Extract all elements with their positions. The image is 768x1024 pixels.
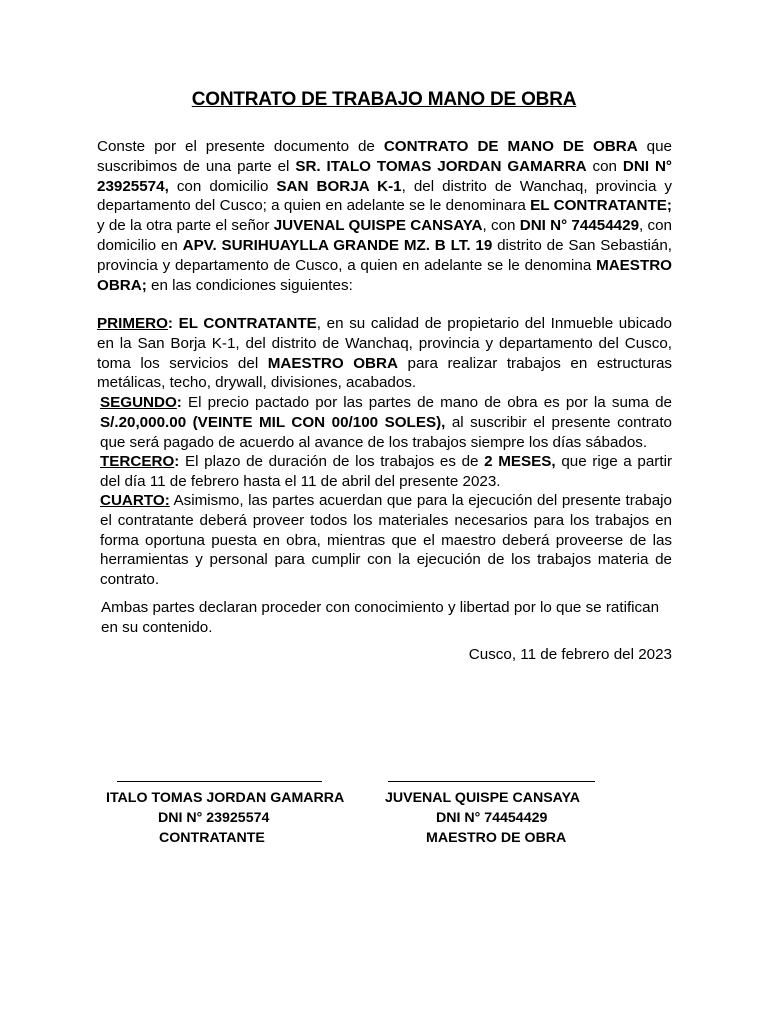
clause-primero-bold-1: EL CONTRATANTE bbox=[172, 315, 317, 332]
clause-segundo-label: SEGUNDO bbox=[100, 394, 177, 411]
signature-name-contratante: ITALO TOMAS JORDAN GAMARRA bbox=[106, 790, 345, 806]
clause-tercero-duration: 2 MESES, bbox=[484, 453, 556, 470]
intro-bold-contract-type: CONTRATO DE MANO DE OBRA bbox=[383, 138, 638, 155]
intro-text-5: , del distrito de Wanchaq, provincia y departamento del Cusco; a quien en adelante se le denominara bbox=[97, 177, 672, 215]
intro-text-3: con bbox=[586, 157, 623, 175]
signature-dni-maestro: DNI N° 74454429 bbox=[436, 810, 548, 826]
document-date: Cusco, 11 de febrero del 2023 bbox=[468, 646, 672, 663]
clause-primero-text-2: para realizar trabajos en estructuras metálicas, techo, drywall, divisiones, acabados. bbox=[97, 354, 672, 392]
clause-tercero-colon: : bbox=[174, 453, 180, 470]
document-title: CONTRATO DE TRABAJO MANO DE OBRA bbox=[191, 89, 577, 110]
signature-line-maestro bbox=[388, 781, 595, 782]
intro-bold-contractor-address: SAN BORJA K-1 bbox=[276, 177, 402, 195]
signature-role-contratante: CONTRATANTE bbox=[159, 830, 265, 846]
intro-text-6: y de la otra parte el señor bbox=[97, 217, 274, 235]
clause-primero-label: PRIMERO bbox=[97, 315, 168, 332]
clause-segundo-amount: S/.20,000.00 (VEINTE MIL CON 00/100 SOLES), bbox=[100, 413, 446, 431]
clause-segundo-text-1: El precio pactado por las partes de mano de obra es por la suma de bbox=[181, 394, 672, 411]
signature-role-maestro: MAESTRO DE OBRA bbox=[426, 830, 567, 846]
clause-primero-text-1: , en su calidad de propietario del Inmueble ubicado en la San Borja K-1, del distrito de Wanchaq, provincia y departamento del Cusco, toma los servicios del bbox=[97, 315, 673, 372]
clause-cuarto-label: CUARTO: bbox=[100, 492, 170, 509]
clause-segundo-text-2: al suscribir el presente contrato que será pagado de acuerdo al avance de los trabajos siempre los días sábados. bbox=[100, 413, 672, 451]
clause-tercero-text-2: que rige a partir del día 11 de febrero hasta el 11 de abril del presente 2023. bbox=[100, 453, 673, 490]
intro-text-10: en las condiciones siguientes: bbox=[146, 276, 353, 294]
intro-text-7: , con bbox=[482, 217, 520, 235]
clause-tercero bbox=[100, 452, 672, 492]
intro-paragraph bbox=[97, 137, 672, 295]
intro-bold-maestro-name: JUVENAL QUISPE CANSAYA bbox=[273, 217, 483, 235]
intro-bold-maestro-dni: DNI N° 74454429 bbox=[519, 217, 640, 235]
closing-paragraph: Ambas partes declaran proceder con conocimiento y libertad por lo que se ratifican en su contenido. bbox=[101, 599, 660, 636]
intro-bold-maestro-address: APV. SURIHUAYLLA GRANDE MZ. B LT. 19 bbox=[182, 236, 493, 254]
intro-text-1: Conste por el presente documento de bbox=[97, 138, 384, 155]
clause-segundo-colon: : bbox=[176, 394, 182, 411]
intro-bold-contratante: EL CONTRATANTE; bbox=[530, 197, 672, 215]
clause-cuarto-text: Asimismo, las partes acuerdan que para la ejecución del presente trabajo el contratante deberá proveer todos los materiales necesarios para los trabajos en forma oportuna puesta en obra, mientras que el maestro deberá proveerse de las herramientas y personal para cumplir con la ejecución de los trabajos materia de contrato. bbox=[100, 492, 672, 589]
intro-text-4: con domicilio bbox=[168, 177, 277, 195]
intro-bold-contractor-name: SR. ITALO TOMAS JORDAN GAMARRA bbox=[295, 157, 587, 175]
intro-bold-maestro-obra: MAESTRO OBRA; bbox=[97, 256, 672, 294]
clause-primero bbox=[97, 314, 672, 393]
intro-text-2: que suscribimos de una parte el bbox=[97, 138, 672, 175]
signature-name-maestro: JUVENAL QUISPE CANSAYA bbox=[385, 790, 581, 806]
clause-tercero-label: TERCERO bbox=[100, 453, 175, 470]
clause-tercero-text-1: El plazo de duración de los trabajos es de bbox=[179, 453, 485, 470]
clause-primero-colon: : bbox=[167, 315, 173, 332]
intro-text-9: distrito de San Sebastián, provincia y departamento de Cusco, a quien en adelante se le denomina bbox=[97, 236, 672, 274]
signature-dni-contratante: DNI N° 23925574 bbox=[158, 810, 270, 826]
clause-primero-bold-2: MAESTRO OBRA bbox=[267, 354, 398, 372]
intro-bold-contractor-dni: DNI N° 23925574, bbox=[97, 157, 672, 195]
signature-line-contratante bbox=[117, 781, 322, 782]
clause-cuarto bbox=[100, 491, 672, 590]
intro-text-8: , con domicilio en bbox=[97, 217, 672, 254]
clause-segundo bbox=[100, 393, 672, 452]
